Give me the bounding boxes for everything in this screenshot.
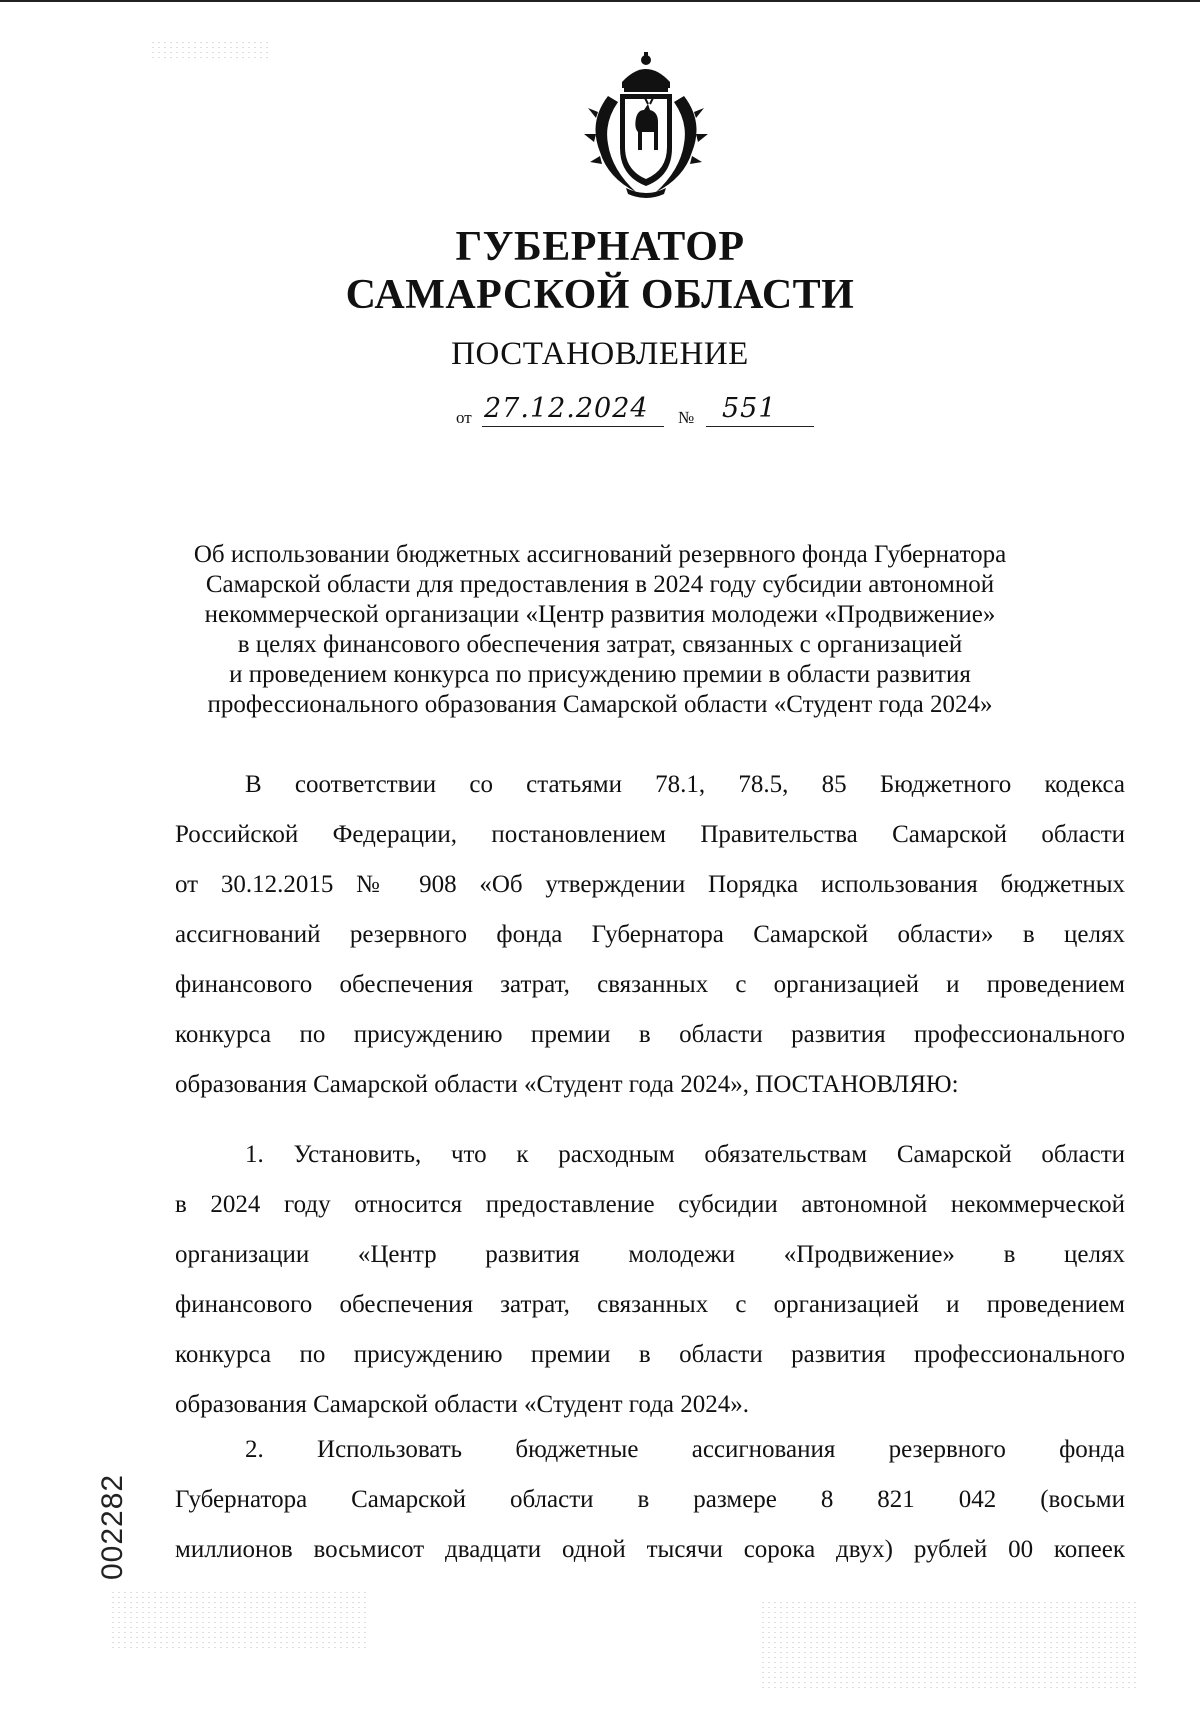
scan-artifact: [110, 1590, 370, 1650]
subject-line: в целях финансового обеспечения затрат, связанных с организацией: [237, 631, 963, 658]
body-line: Губернатора Самарской области в размере 8 821 042 (восьми: [175, 1486, 1125, 1513]
subject-line: Об использовании бюджетных ассигнований резервного фонда Губернатора: [193, 541, 1007, 568]
body-line: в 2024 году относится предоставление субсидии автономной некоммерческой: [175, 1191, 1125, 1218]
item-2-paragraph: [175, 1425, 1125, 1575]
body-line: конкурса по присуждению премии в области развития профессионального: [175, 1341, 1125, 1368]
body-line: образования Самарской области «Студент года 2024», ПОСТАНОВЛЯЮ:: [175, 1071, 959, 1098]
document-date: 27.12.2024: [482, 392, 664, 427]
body-line: 1. Установить, что к расходным обязательствам Самарской области: [245, 1141, 1125, 1168]
subject-line: некоммерческой организации «Центр развития молодежи «Продвижение»: [204, 601, 996, 628]
issuer-title-line2: САМАРСКОЙ ОБЛАСТИ: [345, 272, 855, 318]
number-label: №: [678, 408, 695, 427]
body-line: финансового обеспечения затрат, связанных с организацией и проведением: [175, 971, 1125, 998]
body-line: 2. Использовать бюджетные ассигнования резервного фонда: [245, 1436, 1125, 1463]
issuer-title-line1: ГУБЕРНАТОР: [455, 224, 745, 270]
samara-coat-of-arms-icon: [578, 52, 714, 200]
document-number: 551: [706, 392, 814, 427]
subject-line: профессионального образования Самарской области «Студент года 2024»: [207, 691, 993, 718]
scan-artifact: [760, 1600, 1140, 1690]
preamble-paragraph: [175, 760, 1125, 1110]
body-line: финансового обеспечения затрат, связанных с организацией и проведением: [175, 1291, 1125, 1318]
margin-registration-number: 002282: [96, 1473, 129, 1580]
body-line: организации «Центр развития молодежи «Продвижение» в целях: [175, 1241, 1125, 1268]
body-line: Российской Федерации, постановлением Правительства Самарской области: [175, 821, 1125, 848]
document-subject: [150, 540, 1050, 720]
body-line: миллионов восьмисот двадцати одной тысячи сорока двух) рублей 00 копеек: [175, 1536, 1125, 1563]
item-1-paragraph: [175, 1130, 1125, 1430]
document-type: ПОСТАНОВЛЕНИЕ: [451, 336, 749, 372]
body-line: В соответствии со статьями 78.1, 78.5, 85 Бюджетного кодекса: [245, 771, 1125, 798]
body-line: ассигнований резервного фонда Губернатора Самарской области» в целях: [175, 921, 1125, 948]
body-line: конкурса по присуждению премии в области развития профессионального: [175, 1021, 1125, 1048]
scan-artifact: [150, 40, 270, 60]
scan-top-edge: [0, 0, 1200, 2]
date-label: от: [456, 408, 472, 427]
body-line: образования Самарской области «Студент года 2024».: [175, 1391, 750, 1418]
subject-line: Самарской области для предоставления в 2024 году субсидии автономной: [205, 571, 995, 598]
body-line: от 30.12.2015 № 908 «Об утверждении Порядка использования бюджетных: [175, 871, 1125, 898]
subject-line: и проведением конкурса по присуждению премии в области развития: [229, 661, 971, 688]
